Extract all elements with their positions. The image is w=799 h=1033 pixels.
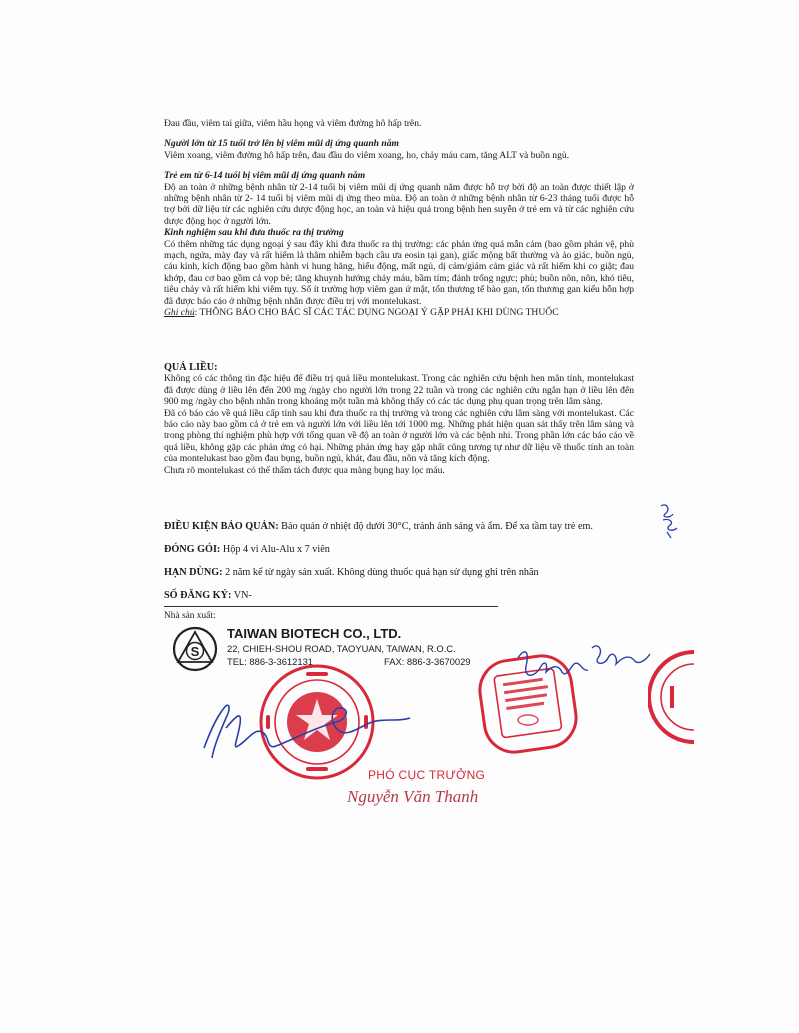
company-logo-icon [172,626,218,672]
adult-heading: Người lớn từ 15 tuổi trở lên bị viêm mũi dị ứng quanh năm [164,138,400,150]
company-name: TAIWAN BIOTECH CO., LTD. [227,626,402,641]
logo-letter: S [190,644,200,659]
company-signature [508,638,658,692]
line-top: Đau đầu, viêm tai giữa, viêm hầu họng và viêm đường hô hấp trên. [164,118,422,129]
child-heading: Trẻ em từ 6-14 tuổi bị viêm mũi dị ứng quanh năm [164,170,366,182]
storage-label: ĐIỀU KIỆN BẢO QUẢN: [164,521,279,532]
approval-signer: Nguyễn Văn Thanh [347,787,479,806]
pack-text: Hộp 4 vỉ Alu-Alu x 7 viên [220,544,330,555]
overdose-p3: Chưa rõ montelukast có thể thẩm tách được qua màng bụng hay lọc máu. [164,464,445,476]
partial-stamp-right [648,648,694,746]
reg-label: SỐ ĐĂNG KÝ: [164,590,232,601]
market-text: Có thêm những tác dụng ngoại ý sau đây khi đưa thuốc ra thị trường: các phản ứng quá mẫn cảm (bao gồm phản vệ, phù mạch, ngứa, mày đay và rất hiếm là thâm nhiễm bạch cầu ưa eosin tại gan), giấc mộng bất thường và ảo giác, buồn ngủ, cáu kỉnh, kích động bao gồm hành vi hung hăng, hiếu động, mất ngủ, dị cảm/giảm cảm giác và rất hiếm khi co giật; đau khớp, đau cơ bao gồm cả vọp bẻ; tăng khuynh hướng chảy máu, bầm tím; đánh trống ngực; phù; buồn nôn, nôn, khó tiêu, tiêu chảy và rất hiếm khi viêm tụy. Số ít trường hợp viêm gan ứ mật, tổn thương tế bào gan, tổn thương gan kiểu hỗn hợp đã được báo cáo ở những bệnh nhân được điều trị với montelukast. [164,238,634,307]
pack-line [164,544,634,555]
overdose-p2: Đã có báo cáo về quá liều cấp tính sau khi đưa thuốc ra thị trường và trong các nghiên cứu lâm sàng với montelukast. Các báo cáo này bao gồm cả ở trẻ em và người lớn với liều lên tới 1000 mg. Những phát hiện quan sát thấy trên lâm sàng và trong phòng thí nghiệm phù hợp với tổng quan về độ an toàn ở người lớn và các bệnh nhi. Trong phần lớn các báo cáo về quá liều, không gặp các phản ứng có hại. Những phản ứng hay gặp nhất cũng tương tự như dữ liệu về thuốc tính an toàn của montelukast bao gồm đau bụng, buồn ngủ, khát, đau đầu, nôn và tăng kích động. [164,407,634,465]
divider-line [164,606,498,607]
note-label: Ghi chú [164,307,195,319]
company-fax: FAX: 886-3-3670029 [384,656,471,667]
expiry-text: 2 năm kể từ ngày sản xuất. Không dùng thuốc quá hạn sử dụng ghi trên nhãn [222,567,539,578]
note-text: : THÔNG BÁO CHO BÁC SĨ CÁC TÁC DỤNG NGOẠI Ý GẶP PHẢI KHI DÙNG THUỐC [194,307,559,319]
ministry-signature [196,688,418,774]
storage-line [164,521,634,532]
company-address: 22, CHIEH-SHOU ROAD, TAOYUAN, TAIWAN, R.O.C. [227,643,456,654]
note-line [164,307,634,318]
expiry-line [164,567,634,578]
child-text: Độ an toàn ở những bệnh nhân từ 2-14 tuổi bị viêm mũi dị ứng quanh năm được hỗ trợ bởi độ an toàn được thiết lập ở những bệnh nhân từ 2- 14 tuổi bị viêm mũi dị ứng theo mùa. Độ an toàn ở những bệnh nhân từ 6-23 tháng tuổi được hỗ trợ bởi dữ liệu từ các nghiên cứu dược động học, an toàn và hiệu quả trong bệnh hen suyễn ở trẻ em và từ các nghiên cứu dược động học ở người lớn. [164,181,634,227]
adult-text: Viêm xoang, viêm đường hô hấp trên, đau đầu do viêm xoang, ho, chảy máu cam, tăng ALT và buồn ngủ. [164,149,570,161]
company-tel: TEL: 886-3-3612131 [227,656,314,667]
margin-initial-signature [653,500,685,540]
pack-label: ĐÓNG GÓI: [164,544,221,555]
expiry-label: HẠN DÙNG: [164,567,223,578]
market-heading: Kinh nghiệm sau khi đưa thuốc ra thị trường [164,227,344,239]
reg-text: VN- [231,590,252,601]
side-effects-section [164,118,634,319]
storage-text: Bảo quản ở nhiệt độ dưới 30°C, tránh ánh sáng và ẩm. Để xa tầm tay trẻ em. [278,521,593,532]
overdose-p1: Không có các thông tin đặc hiệu để điều trị quá liều montelukast. Trong các nghiên cứu bệnh hen mãn tính, montelukast đã được dùng ở liều lên đến 200 mg /ngày cho người lớn trong 22 tuần và trong các nghiên cứu ngắn hạn ở liều lên đến 900 mg /ngày cho bệnh nhân trong khoảng một tuần mà không thấy có các tác dụng phụ quan trọng trên lâm sàng. [164,373,634,408]
manufacturer-label: Nhà sản xuất: [164,611,216,621]
overdose-heading: QUÁ LIỀU: [164,362,218,373]
overdose-section [164,362,634,476]
registration-line [164,590,634,601]
approval-title: PHÓ CỤC TRƯỞNG [368,768,486,782]
